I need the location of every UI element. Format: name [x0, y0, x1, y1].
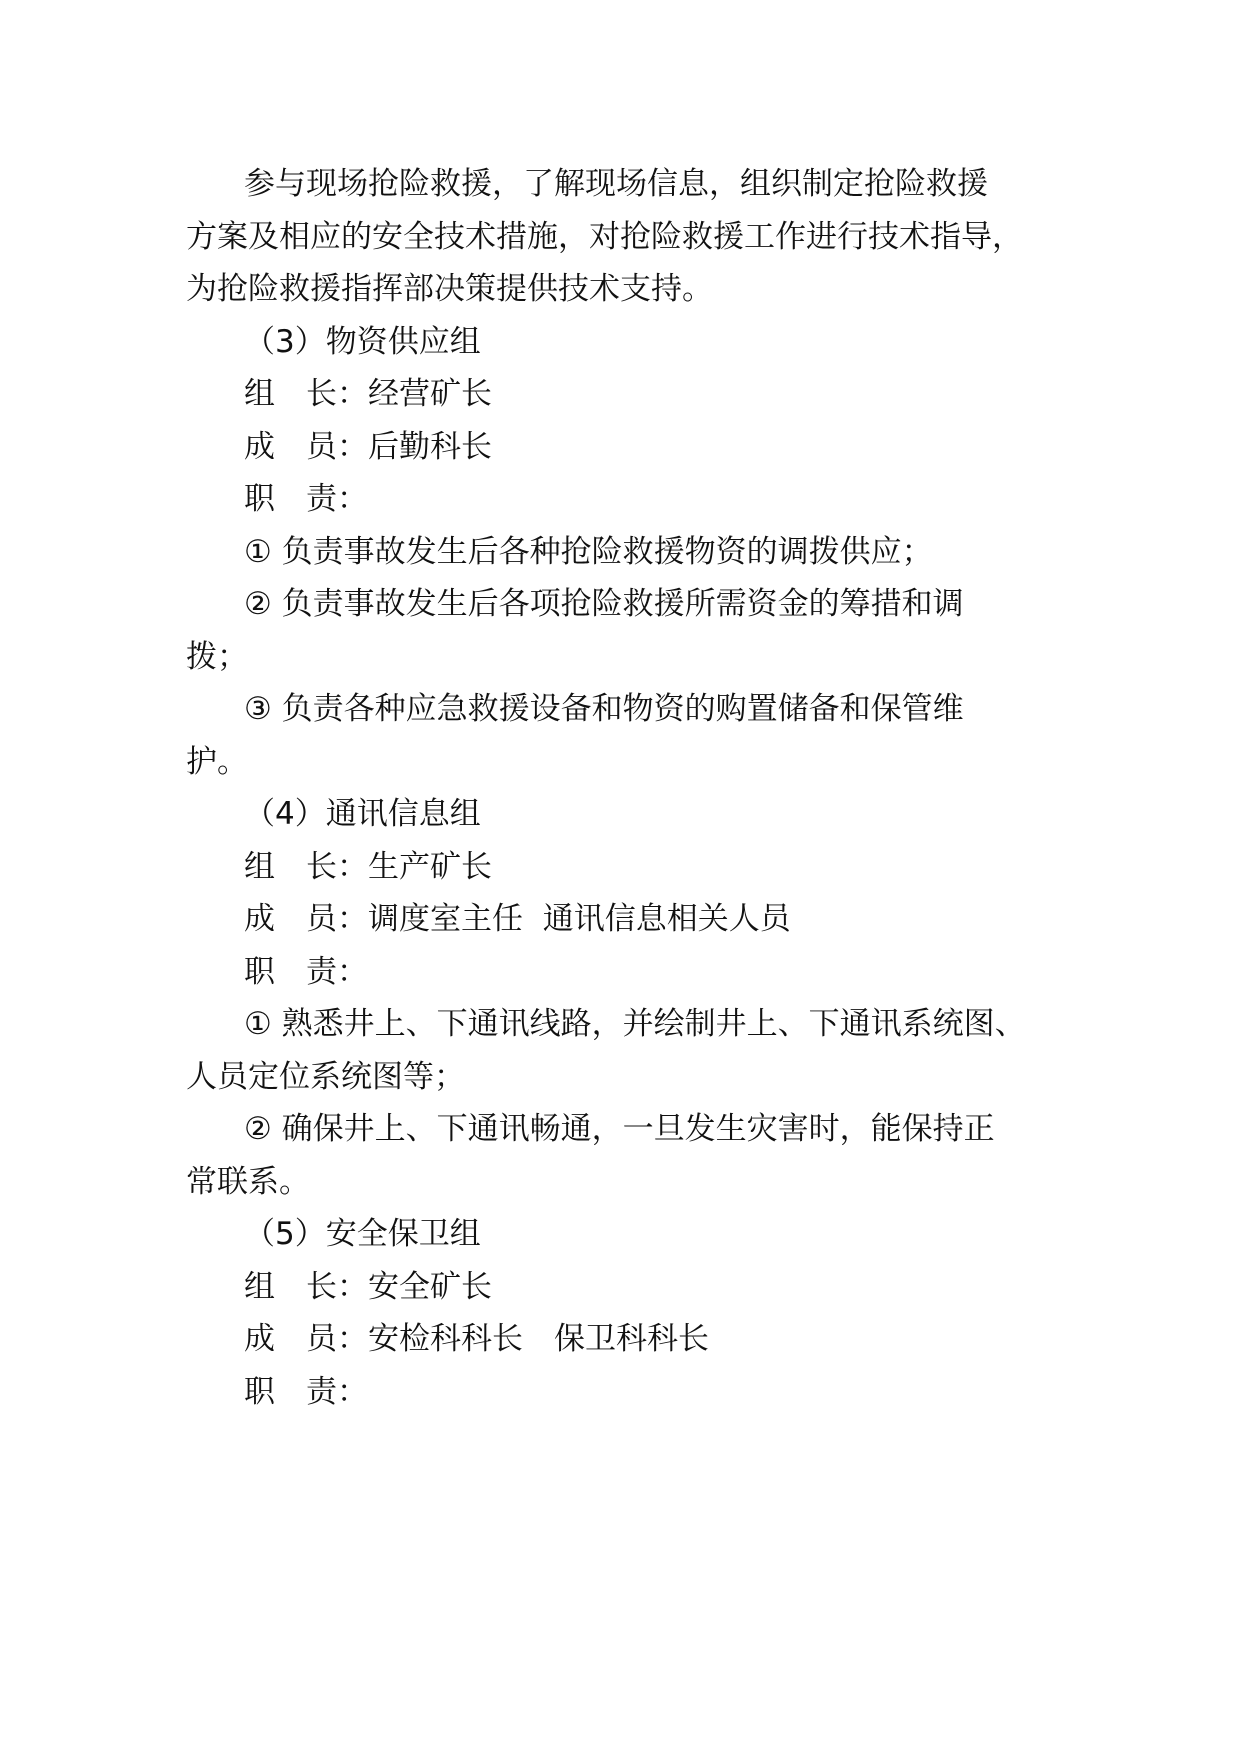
- leader-line: 组 长：生产矿长: [244, 848, 492, 885]
- members-line: 成 员：后勤科长: [244, 428, 492, 465]
- duties-label: 职 责：: [244, 1373, 368, 1410]
- duty-item: ② 确保井上、下通讯畅通，一旦发生灾害时，能保持正: [244, 1111, 995, 1147]
- paragraph-line: 方案及相应的安全技术措施，对抢险救援工作进行技术指导，: [186, 218, 1023, 255]
- duty-item-continuation: 护。: [186, 743, 248, 780]
- duties-label: 职 责：: [244, 481, 368, 517]
- duty-item-continuation: 人员定位系统图等；: [186, 1058, 465, 1095]
- duties-label: 职 责：: [244, 953, 368, 990]
- section-heading: （3）物资供应组: [244, 323, 481, 360]
- members-line: 成 员：安检科科长 保卫科科长: [244, 1321, 709, 1357]
- document-body: [186, 158, 1066, 1418]
- duty-item-continuation: 拨；: [186, 638, 248, 675]
- section-heading: （5）安全保卫组: [244, 1216, 481, 1252]
- leader-line: 组 长：安全矿长: [244, 1268, 492, 1305]
- duty-item: ① 熟悉井上、下通讯线路，并绘制井上、下通讯系统图、: [244, 1006, 1026, 1042]
- duty-item: ② 负责事故发生后各项抢险救援所需资金的筹措和调: [244, 586, 964, 622]
- paragraph-line: 为抢险救援指挥部决策提供技术支持。: [186, 271, 713, 307]
- duty-item-continuation: 常联系。: [186, 1163, 310, 1200]
- duty-item: ③ 负责各种应急救援设备和物资的购置储备和保管维: [244, 691, 964, 727]
- leader-line: 组 长：经营矿长: [244, 376, 492, 412]
- section-heading: （4）通讯信息组: [244, 796, 481, 832]
- duty-item: ① 负责事故发生后各种抢险救援物资的调拨供应；: [244, 533, 933, 570]
- paragraph-line: 参与现场抢险救援，了解现场信息，组织制定抢险救援: [244, 166, 988, 202]
- members-line: 成 员：调度室主任 通讯信息相关人员: [244, 901, 791, 937]
